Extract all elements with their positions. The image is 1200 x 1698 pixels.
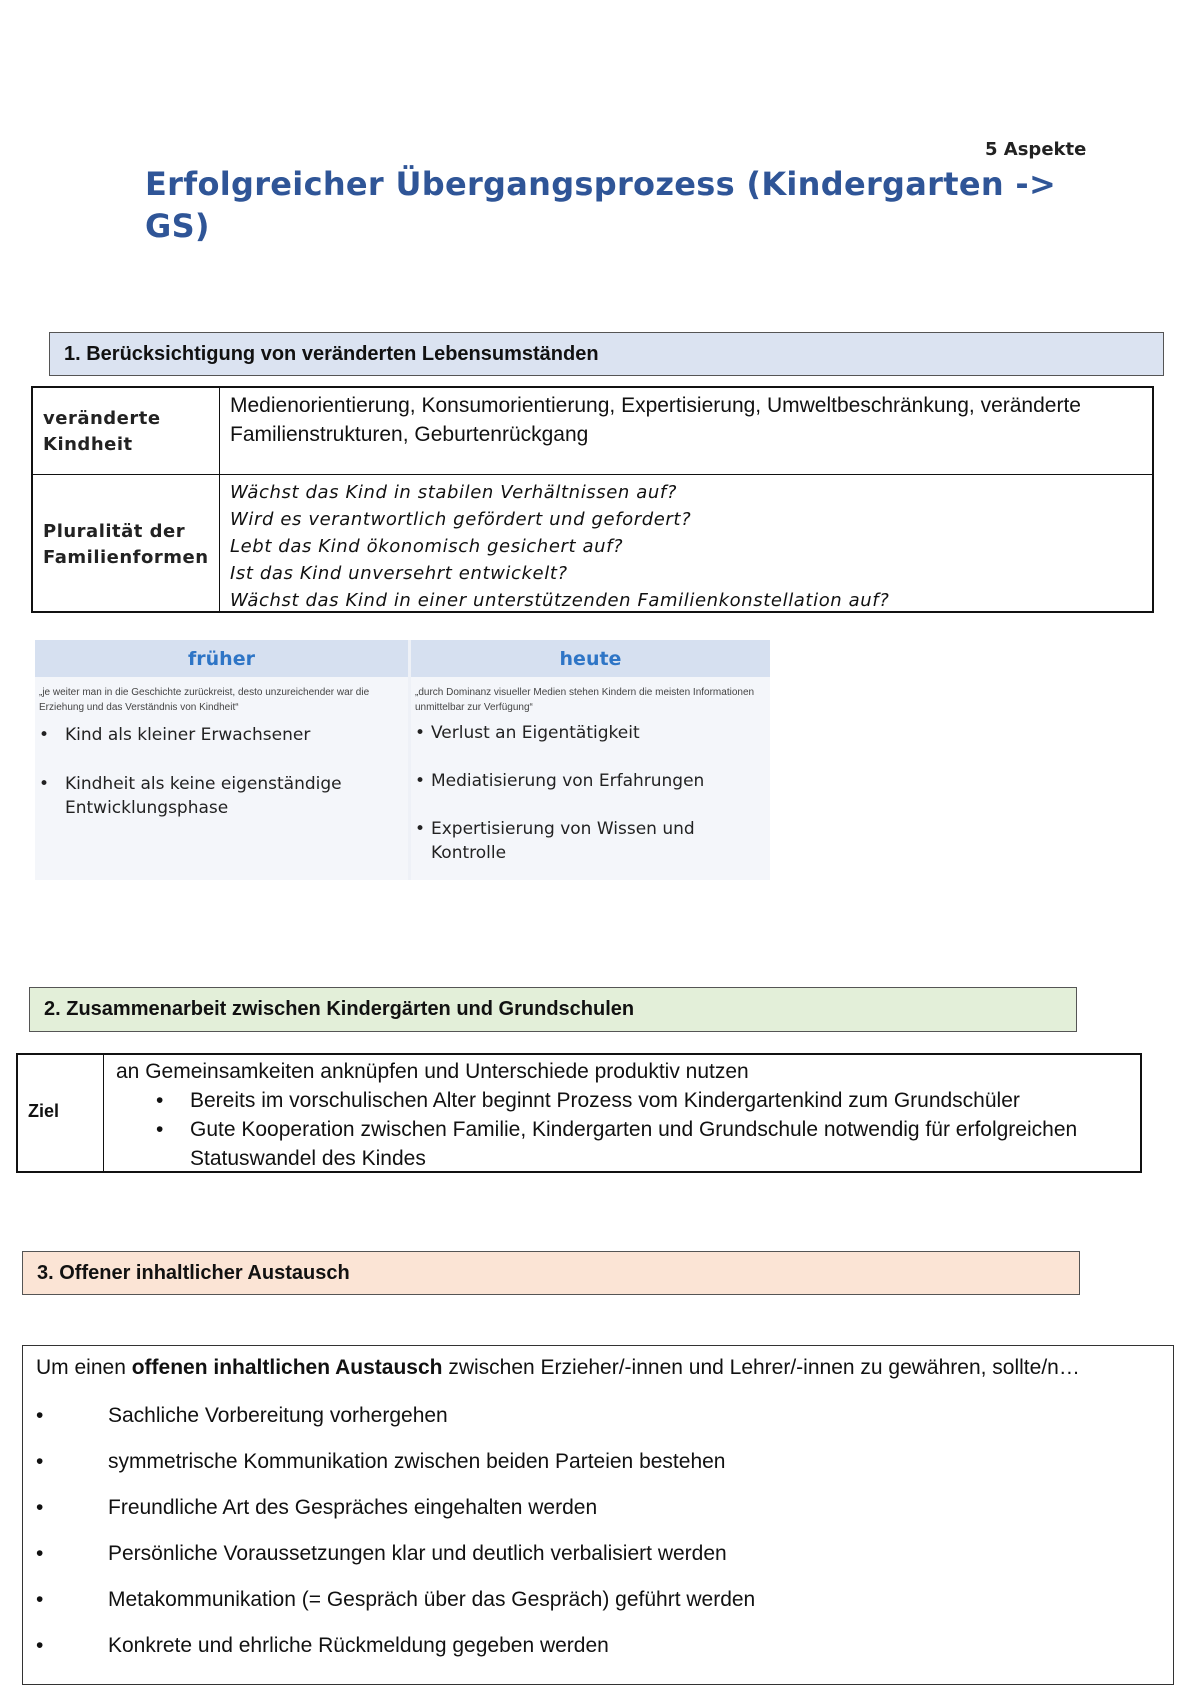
- comparison-column-frueher: [35, 677, 408, 880]
- section2-heading: 2. Zusammenarbeit zwischen Kindergärten und Grundschulen: [29, 987, 1077, 1032]
- list-item: • Metakommunikation (= Gespräch über das Gespräch) geführt werden: [36, 1588, 756, 1611]
- bullet-icon: •: [36, 1496, 44, 1519]
- comparison-heading-heute: heute: [411, 640, 770, 677]
- section3-box: [22, 1345, 1174, 1685]
- bullet-icon: •: [415, 771, 426, 791]
- row-content-questions: [230, 479, 1140, 614]
- bullet-icon: •: [36, 1404, 44, 1427]
- comparison-quote: „durch Dominanz visueller Medien stehen Kindern die meisten Informationen unmittelbar zur Verfügung“: [415, 687, 755, 713]
- comparison-slide: [35, 640, 770, 880]
- question-item: Wächst das Kind in stabilen Verhältnissen auf?: [230, 482, 677, 503]
- comparison-quote: „je weiter man in die Geschichte zurückreist, desto unzureichender war die Erziehung und das Verständnis von Kindheit“: [39, 687, 370, 713]
- list-item: • Konkrete und ehrliche Rückmeldung gegeben werden: [36, 1634, 609, 1657]
- list-item: • Bereits im vorschulischen Alter beginnt Prozess vom Kindergartenkind zum Grundschüler: [116, 1086, 1126, 1115]
- row-label-ziel: Ziel: [28, 1101, 60, 1121]
- bullet-icon: •: [36, 1588, 44, 1611]
- bullet-icon: •: [156, 1089, 164, 1112]
- section1-table: [31, 386, 1154, 613]
- list-item: • Expertisierung von Wissen und Kontrolle: [415, 819, 695, 863]
- bullet-icon: •: [39, 774, 50, 794]
- bullet-icon: •: [39, 725, 50, 745]
- page-title: Erfolgreicher Übergangsprozess (Kindergarten -> GS): [145, 165, 1057, 245]
- bullet-icon: •: [36, 1542, 44, 1565]
- section3-intro: Um einen offenen inhaltlichen Austausch zwischen Erzieher/-innen und Lehrer/-innen zu gewähren, sollte/n…: [36, 1356, 1080, 1379]
- question-item: Lebt das Kind ökonomisch gesichert auf?: [230, 536, 624, 557]
- list-item: • Gute Kooperation zwischen Familie, Kindergarten und Grundschule notwendig für erfolgreichen Statuswandel des Kindes: [116, 1115, 1126, 1173]
- list-item: • symmetrische Kommunikation zwischen beiden Parteien bestehen: [36, 1450, 726, 1473]
- bullet-icon: •: [36, 1450, 44, 1473]
- row-content-ziel: [116, 1057, 1126, 1173]
- table-divider: [33, 474, 1152, 475]
- comparison-heading-frueher: früher: [35, 640, 408, 677]
- bullet-icon: •: [415, 819, 426, 839]
- list-item: • Kind als kleiner Erwachsener: [39, 725, 311, 745]
- list-item: • Sachliche Vorbereitung vorhergehen: [36, 1404, 448, 1427]
- ziel-lead: an Gemeinsamkeiten anknüpfen und Unterschiede produktiv nutzen: [116, 1060, 749, 1083]
- row-content-kindheit: Medienorientierung, Konsumorientierung, Expertisierung, Umweltbeschränkung, veränderte Familienstrukturen, Geburtenrückgang: [230, 394, 1081, 446]
- comparison-column-heute: [411, 677, 770, 880]
- question-item: Wächst das Kind in einer unterstützenden Familienkonstellation auf?: [230, 590, 890, 611]
- list-item: • Mediatisierung von Erfahrungen: [415, 771, 705, 791]
- list-item: • Freundliche Art des Gespräches eingehalten werden: [36, 1496, 598, 1519]
- row-label-kindheit: veränderte Kindheit: [43, 408, 161, 455]
- list-item: • Persönliche Voraussetzungen klar und deutlich verbalisiert werden: [36, 1542, 727, 1565]
- table-divider: [219, 388, 220, 611]
- bullet-icon: •: [156, 1118, 164, 1141]
- bullet-icon: •: [36, 1634, 44, 1657]
- list-item: • Verlust an Eigentätigkeit: [415, 723, 640, 743]
- section2-table: [16, 1053, 1142, 1173]
- table-divider: [103, 1055, 104, 1171]
- question-item: Wird es verantwortlich gefördert und gefordert?: [230, 509, 692, 530]
- row-label-familienformen: Pluralität der Familienformen: [43, 521, 209, 568]
- list-item: • Kindheit als keine eigenständige Entwicklungsphase: [39, 774, 342, 818]
- question-item: Ist das Kind unversehrt entwickelt?: [230, 563, 568, 584]
- section1-heading: 1. Berücksichtigung von veränderten Lebensumständen: [49, 332, 1164, 376]
- aspects-label: 5 Aspekte: [985, 139, 1087, 160]
- bullet-icon: •: [415, 723, 426, 743]
- section3-heading: 3. Offener inhaltlicher Austausch: [22, 1251, 1080, 1295]
